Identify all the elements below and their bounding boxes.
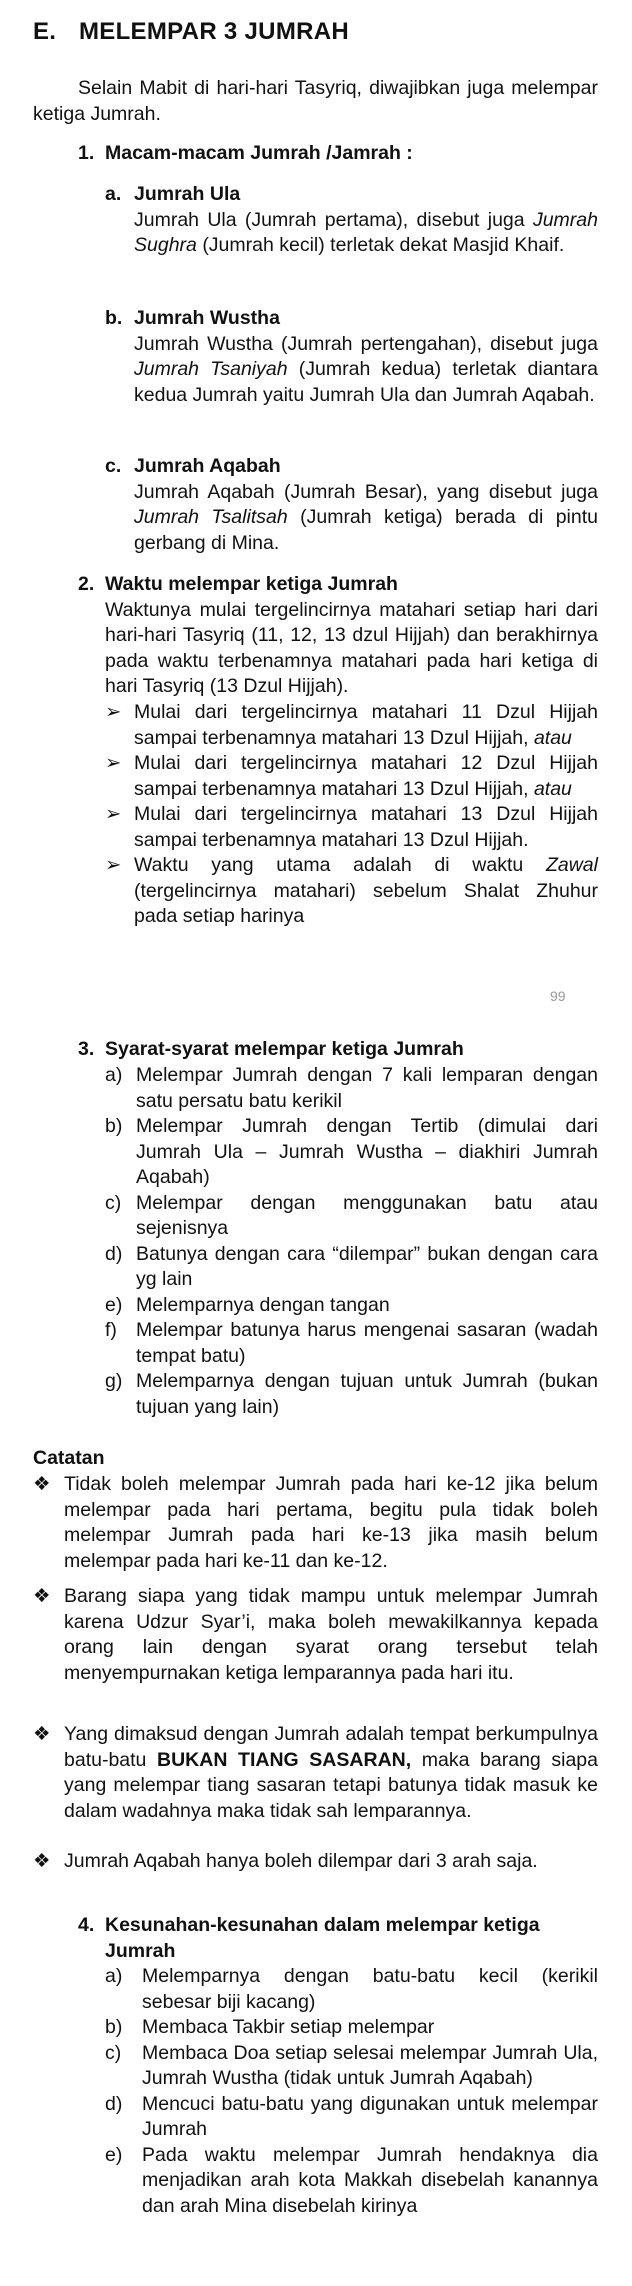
s4-item-text: Membaca Doa setiap selesai melempar Jumrah Ula, Jumrah Wustha (tidak untuk Jumrah Aqabah) — [142, 2041, 598, 2089]
s2-bullet-1-text: Mulai dari tergelincirnya matahari 11 Dzul Hijjah sampai terbenamnya matahari 13 Dzul Hijjah, — [134, 701, 598, 749]
s2-number: 2. — [78, 573, 95, 595]
list-item — [105, 1293, 598, 1319]
list-item — [33, 1722, 598, 1824]
s1-item-c-mark: c. — [105, 455, 122, 477]
catatan-item-3-t1: Yang dimaksud dengan Jumrah adalah tempat berkumpulnya batu-batu — [64, 1723, 598, 1771]
s4-number: 4. — [78, 1914, 95, 1936]
arrow-bullet-icon: ➢ — [105, 752, 122, 774]
intro-paragraph: Selain Mabit di hari-hari Tasyriq, diwajibkan juga melempar ketiga Jumrah. — [33, 77, 598, 125]
catatan-title: Catatan — [33, 1447, 105, 1469]
s2-paragraph: Waktunya mulai tergelincirnya matahari setiap hari dari hari-hari Tasyriq (11, 12, 13 dzul Hijjah) dan berakhirnya pada waktu terbenamnya matahari pada hari ketiga di hari Tasyriq (13 Dzul Hijjah). — [105, 598, 598, 697]
s3-item-text: Melemparnya dengan tujuan untuk Jumrah (bukan tujuan yang lain) — [136, 1370, 598, 1418]
s2-title: Waktu melempar ketiga Jumrah — [105, 573, 398, 595]
list-item — [105, 700, 598, 751]
s1-item-b-mark: b. — [105, 307, 123, 329]
list-item — [33, 1472, 598, 1574]
s4-item-mark: d) — [105, 2092, 123, 2115]
s1-title: Macam-macam Jumrah /Jamrah : — [105, 142, 413, 164]
s3-item-mark: f) — [105, 1319, 117, 1341]
catatan-item-3-bold: BUKAN TIANG SASARAN, — [157, 1748, 412, 1771]
s1-item-c-t1: Jumrah Aqabah (Jumrah Besar), yang disebut juga — [134, 480, 598, 503]
s3-item-text: Melemparnya dengan tangan — [136, 1293, 390, 1316]
s4-list — [105, 1964, 598, 2219]
s1-item-b-italic: Jumrah Tsaniyah — [134, 358, 288, 380]
s4-item-mark: c) — [105, 2041, 122, 2064]
list-item — [105, 2143, 598, 2220]
s1-item-c-italic: Jumrah Tsalitsah — [134, 506, 288, 528]
s4-item-text: Membaca Takbir setiap melempar — [142, 2016, 435, 2038]
diamond-bullet-icon: ❖ — [33, 1473, 51, 1495]
s2-bullet-2-italic: atau — [533, 777, 572, 800]
s1-heading — [78, 141, 598, 167]
s1-item-c-title: Jumrah Aqabah — [134, 455, 281, 477]
s2-bullet-2-text: Mulai dari tergelincirnya matahari 12 Dzul Hijjah sampai terbenamnya matahari 13 Dzul Hijjah, — [134, 752, 598, 800]
arrow-bullet-icon: ➢ — [105, 701, 122, 723]
list-item — [105, 751, 598, 802]
s3-item-mark: d) — [105, 1242, 123, 1265]
list-item — [105, 1964, 598, 2015]
diamond-bullet-icon: ❖ — [33, 1850, 51, 1872]
s4-item-text: Mencuci batu-batu yang digunakan untuk melempar Jumrah — [142, 2092, 598, 2140]
catatan-item-4-text: Jumrah Aqabah hanya boleh dilempar dari 3 arah saja. — [64, 1850, 538, 1872]
s3-item-mark: a) — [105, 1064, 123, 1086]
list-item — [105, 802, 598, 853]
s1-item-c — [105, 454, 598, 556]
s2-bullet-4-t2: (tergelincirnya matahari) sebelum Shalat Zhuhur pada setiap harinya — [134, 879, 598, 927]
s4-title: Kesunahan-kesunahan dalam melempar ketiga Jumrah — [105, 1914, 540, 1962]
s3-item-mark: b) — [105, 1115, 123, 1137]
s3-item-mark: c) — [105, 1191, 122, 1214]
s3-item-mark: e) — [105, 1293, 123, 1316]
s1-item-a-italic: Jumrah Sughra — [134, 208, 598, 256]
s1-item-b-t1: Jumrah Wustha (Jumrah pertengahan), disebut juga — [134, 332, 598, 355]
s1-item-b-t2: (Jumrah kedua) terletak diantara kedua Jumrah yaitu Jumrah Ula dan Jumrah Aqabah. — [134, 358, 598, 406]
list-item — [105, 1191, 598, 1242]
list-item — [105, 2092, 598, 2143]
s2-block — [78, 572, 598, 700]
section-label: E. — [33, 18, 57, 45]
s3-number: 3. — [78, 1038, 95, 1060]
list-item — [105, 1063, 598, 1114]
s1-item-a-t1: Jumrah Ula (Jumrah pertama), disebut juga — [134, 208, 525, 231]
s4-heading — [78, 1913, 598, 1964]
s3-item-mark: g) — [105, 1370, 123, 1392]
s1-item-b — [105, 306, 598, 408]
s1-item-a-t2: (Jumrah kecil) terletak dekat Masjid Khaif. — [202, 234, 565, 256]
s4-item-text: Melemparnya dengan batu-batu kecil (kerikil sebesar biji kacang) — [142, 1965, 598, 2013]
list-item — [105, 2015, 598, 2041]
catatan-item-2-text: Barang siapa yang tidak mampu untuk melempar Jumrah karena Udzur Syar’i, maka boleh mewakilkannya kepada orang lain dengan syarat orang tersebut telah menyempurnakan ketiga lemparannya pada hari itu. — [64, 1585, 598, 1684]
list-item — [105, 1369, 598, 1420]
list-item — [105, 1114, 598, 1191]
list-item — [33, 1584, 598, 1686]
s4-item-text: Pada waktu melempar Jumrah hendaknya dia menjadikan arah kota Makkah disebelah kanannya dan arah Mina disebelah kirinya — [142, 2143, 598, 2217]
s2-bullet-4-t1: Waktu yang utama adalah di waktu — [134, 854, 524, 876]
s2-bullet-list — [105, 700, 598, 930]
list-item — [105, 1242, 598, 1293]
s1-item-a-mark: a. — [105, 183, 122, 205]
s1-item-a-text — [134, 208, 598, 259]
s2-bullet-4-italic: Zawal — [545, 854, 598, 876]
page-number: 99 — [550, 988, 566, 1004]
list-item — [105, 1318, 598, 1369]
s1-item-b-title: Jumrah Wustha — [134, 307, 280, 329]
s3-list — [105, 1063, 598, 1420]
diamond-bullet-icon: ❖ — [33, 1723, 51, 1745]
s1-item-c-t2: (Jumrah ketiga) berada di pintu gerbang di Mina. — [134, 506, 598, 554]
s3-item-text: Melempar dengan menggunakan batu atau sejenisnya — [136, 1191, 598, 1239]
s4-item-mark: b) — [105, 2016, 123, 2038]
s2-bullet-1-italic: atau — [533, 726, 572, 749]
s3-title: Syarat-syarat melempar ketiga Jumrah — [105, 1038, 464, 1060]
s4-item-mark: e) — [105, 2143, 123, 2166]
catatan-item-3-t2: maka barang siapa yang melempar tiang sasaran tetapi batunya tidak masuk ke dalam wadahnya maka tidak sah lemparannya. — [64, 1748, 599, 1822]
s3-item-text: Melempar Jumrah dengan 7 kali lemparan dengan satu persatu batu kerikil — [136, 1064, 598, 1112]
diamond-bullet-icon: ❖ — [33, 1585, 51, 1607]
s1-item-a-title: Jumrah Ula — [134, 183, 241, 205]
s3-item-text: Melempar batunya harus mengenai sasaran (wadah tempat batu) — [136, 1319, 598, 1367]
catatan-item-1-text: Tidak boleh melempar Jumrah pada hari ke-12 jika belum melempar pada hari pertama, begitu pula tidak boleh melempar Jumrah pada hari ke-13 jika masih belum melempar pada hari ke-11 dan ke-12. — [64, 1473, 598, 1572]
s1-item-c-text — [134, 480, 598, 557]
s3-heading — [78, 1037, 598, 1063]
list-item — [105, 853, 598, 930]
s1-number: 1. — [78, 142, 95, 164]
section-heading — [33, 18, 349, 46]
list-item — [33, 1849, 598, 1875]
s2-bullet-3-text: Mulai dari tergelincirnya matahari 13 Dzul Hijjah sampai terbenamnya matahari 13 Dzul Hijjah. — [134, 803, 598, 851]
s1-item-a — [105, 182, 598, 259]
s3-item-text: Batunya dengan cara “dilempar” bukan dengan cara yg lain — [136, 1242, 598, 1290]
section-title: MELEMPAR 3 JUMRAH — [79, 18, 350, 45]
s4-item-mark: a) — [105, 1965, 123, 1987]
list-item — [105, 2041, 598, 2092]
s3-item-text: Melempar Jumrah dengan Tertib (dimulai dari Jumrah Ula – Jumrah Wustha – diakhiri Jumrah Aqabah) — [136, 1115, 598, 1188]
s1-item-b-text — [134, 332, 598, 409]
arrow-bullet-icon: ➢ — [105, 803, 122, 825]
arrow-bullet-icon: ➢ — [105, 854, 122, 876]
